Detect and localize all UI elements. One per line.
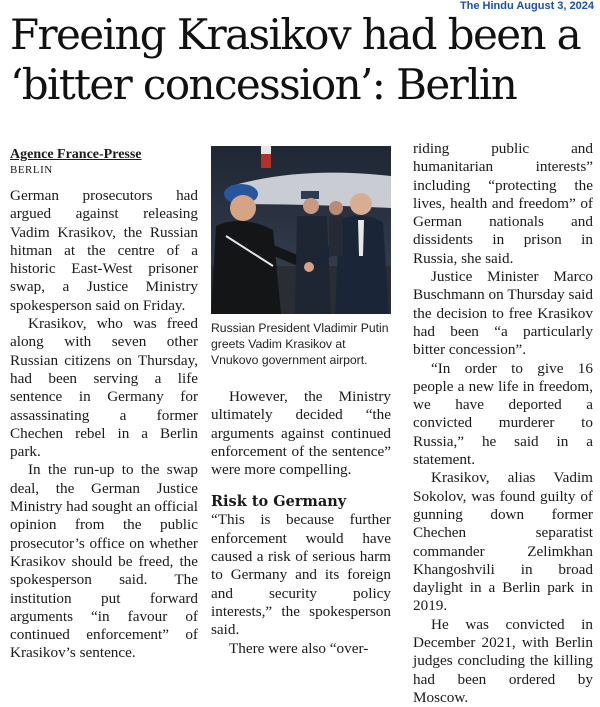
subhead: Risk to Germany	[211, 493, 347, 511]
article-body-col3	[413, 140, 593, 707]
paragraph: German prosecutors had argued against releasing Vadim Krasikov, the Russian hitman at the centre of a historic East-West prisoner swap, a Justice Ministry spokesperson said on Friday.	[10, 187, 198, 314]
paragraph: He was convicted in December 2021, with Berlin judges concluding the killing had been ordered by Moscow.	[413, 615, 593, 706]
dateline: BERLIN	[10, 164, 53, 176]
paragraph: Justice Minister Marco Buschmann on Thursday said the decision to free Krasikov had been “a particularly bitter concession”.	[413, 268, 593, 359]
news-photo	[211, 146, 391, 314]
paragraph: In the run-up to the swap deal, the German Justice Ministry had sought an official opinion from the public prosecutor’s office on whether Krasikov should be freed, the spokesperson said. The institution put forward arguments “in favour of continued enforcement” of Krasikov’s sentence.	[10, 461, 198, 662]
article-body-col2	[211, 388, 391, 479]
article-body-col2-continued	[211, 511, 391, 657]
byline: Agence France-Presse	[10, 147, 142, 162]
paragraph: However, the Ministry ultimately decided “the arguments against continued enforcement of the sentence” were more compelling.	[211, 388, 391, 479]
paragraph: riding public and humanitarian interests” including “protecting the lives, health and freedom” of German nationals and dissidents in prison in Russia, she said.	[413, 140, 593, 267]
column-3	[413, 140, 593, 707]
headline: Freeing Krasikov had been a ‘bitter concession’: Berlin	[10, 10, 581, 109]
column-1	[10, 146, 198, 663]
photo-illustration	[211, 146, 391, 314]
source-tag: The Hindu August 3, 2024	[459, 0, 594, 12]
article-body-col1	[10, 187, 198, 663]
paragraph: Krasikov, alias Vadim Sokolov, was found guilty of gunning down former Chechen separatist commander Zelimkhan Khangoshvili in broad daylight in a Berlin park in 2019.	[413, 469, 593, 615]
paragraph: “In order to give 16 people a new life in freedom, we have deported a convicted murderer to Russia,” he said in a statement.	[413, 359, 593, 469]
paragraph: There were also “over-	[229, 639, 369, 657]
paragraph: “This is because further enforcement would have caused a risk of serious harm to Germany and its foreign and security policy interests,” the spokesperson said.	[211, 511, 391, 639]
column-2	[211, 146, 391, 658]
photo-caption: Russian President Vladimir Putin greets Vadim Krasikov at Vnukovo government airport.	[211, 321, 389, 367]
paragraph: Krasikov, who was freed along with seven other Russian citizens on Thursday, had been serving a life sentence in Germany for assassinating a former Chechen rebel in a Berlin park.	[10, 315, 198, 461]
